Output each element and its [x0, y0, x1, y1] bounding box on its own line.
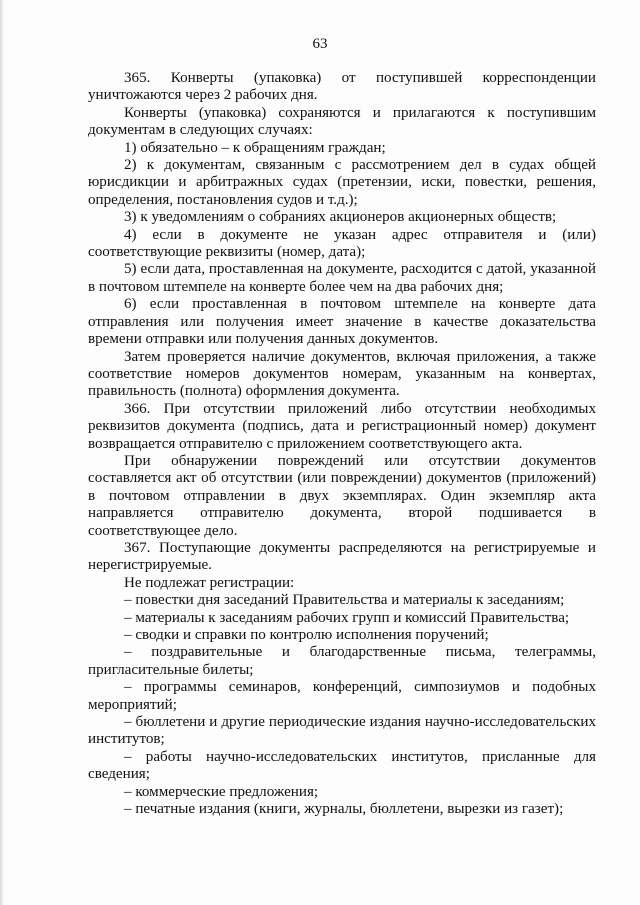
- paragraph-367: 367. Поступающие документы распределяются на регистрируемые и нерегистрируемые.: [88, 539, 596, 574]
- scan-edge: [0, 0, 4, 905]
- list-item-1: 1) обязательно – к обращениям граждан;: [124, 139, 386, 156]
- list-item-5: 5) если дата, проставленная на документе, расходится с датой, указанной в почтовом штемпеле на конверте более чем на два рабочих дня;: [88, 261, 596, 295]
- list-item-3: 3) к уведомлениям о собраниях акционеров акционерных обществ;: [124, 209, 557, 226]
- dash-item-programs: – программы семинаров, конференций, симпозиумов и подобных мероприятий;: [88, 679, 596, 713]
- dash-item-commercial: – коммерческие предложения;: [124, 783, 319, 800]
- document-body: [88, 70, 596, 818]
- dash-item-bulletins: – бюллетени и другие периодические издания научно-исследовательских институтов;: [88, 714, 596, 748]
- paragraph-not-registered: Не подлежат регистрации:: [124, 574, 295, 591]
- dash-item-greetings: – поздравительные и благодарственные письма, телеграммы, пригласительные билеты;: [88, 644, 596, 678]
- paragraph-365: 365. Конверты (упаковка) от поступившей корреспонденции уничтожаются через 2 рабочих дня.: [88, 70, 596, 104]
- list-item-6: 6) если проставленная в почтовом штемпеле на конверте дата отправления или получения имеет значение в качестве доказательства времени отправки или получения данных документов.: [88, 296, 596, 348]
- paragraph-envelopes-kept: Конверты (упаковка) сохраняются и прилагаются к поступившим документам в следующих случаях:: [88, 104, 596, 139]
- page-number: 63: [312, 36, 328, 52]
- dash-item-agenda: – повестки дня заседаний Правительства и материалы к заседаниям;: [124, 592, 565, 609]
- dash-item-research-works: – работы научно-исследовательских институтов, присланные для сведения;: [88, 748, 596, 783]
- list-item-4: 4) если в документе не указан адрес отправителя и (или) соответствующие реквизиты (номер, дата);: [88, 226, 596, 261]
- dash-item-printed: – печатные издания (книги, журналы, бюллетени, вырезки из газет);: [124, 801, 564, 818]
- dash-item-reports: – сводки и справки по контролю исполнения поручений;: [124, 627, 489, 643]
- paragraph-366: 366. При отсутствии приложений либо отсутствии необходимых реквизитов документа (подпись, дата и регистрационный номер) документ возвращается отправителю с приложением соответствующего акта.: [88, 400, 596, 452]
- dash-item-working-groups: – материалы к заседаниям рабочих групп и комиссий Правительства;: [124, 609, 570, 626]
- paragraph-damage-act: При обнаружении повреждений или отсутствии документов составляется акт об отсутствии (или повреждении) документов (приложений) в почтовом отправлении в двух экземплярах. Один экземпляр акта направляется отправителю документа, второй подшивается в соответствующее дело.: [88, 452, 596, 539]
- list-item-2: 2) к документам, связанным с рассмотрением дел в судах общей юрисдикции и арбитражных судах (претензии, иски, повестки, решения, определения, постановления судов и т.д.);: [88, 157, 596, 208]
- paragraph-check: Затем проверяется наличие документов, включая приложения, а также соответствие номеров документов номерам, указанным на конвертах, правильность (полнота) оформления документа.: [88, 348, 596, 400]
